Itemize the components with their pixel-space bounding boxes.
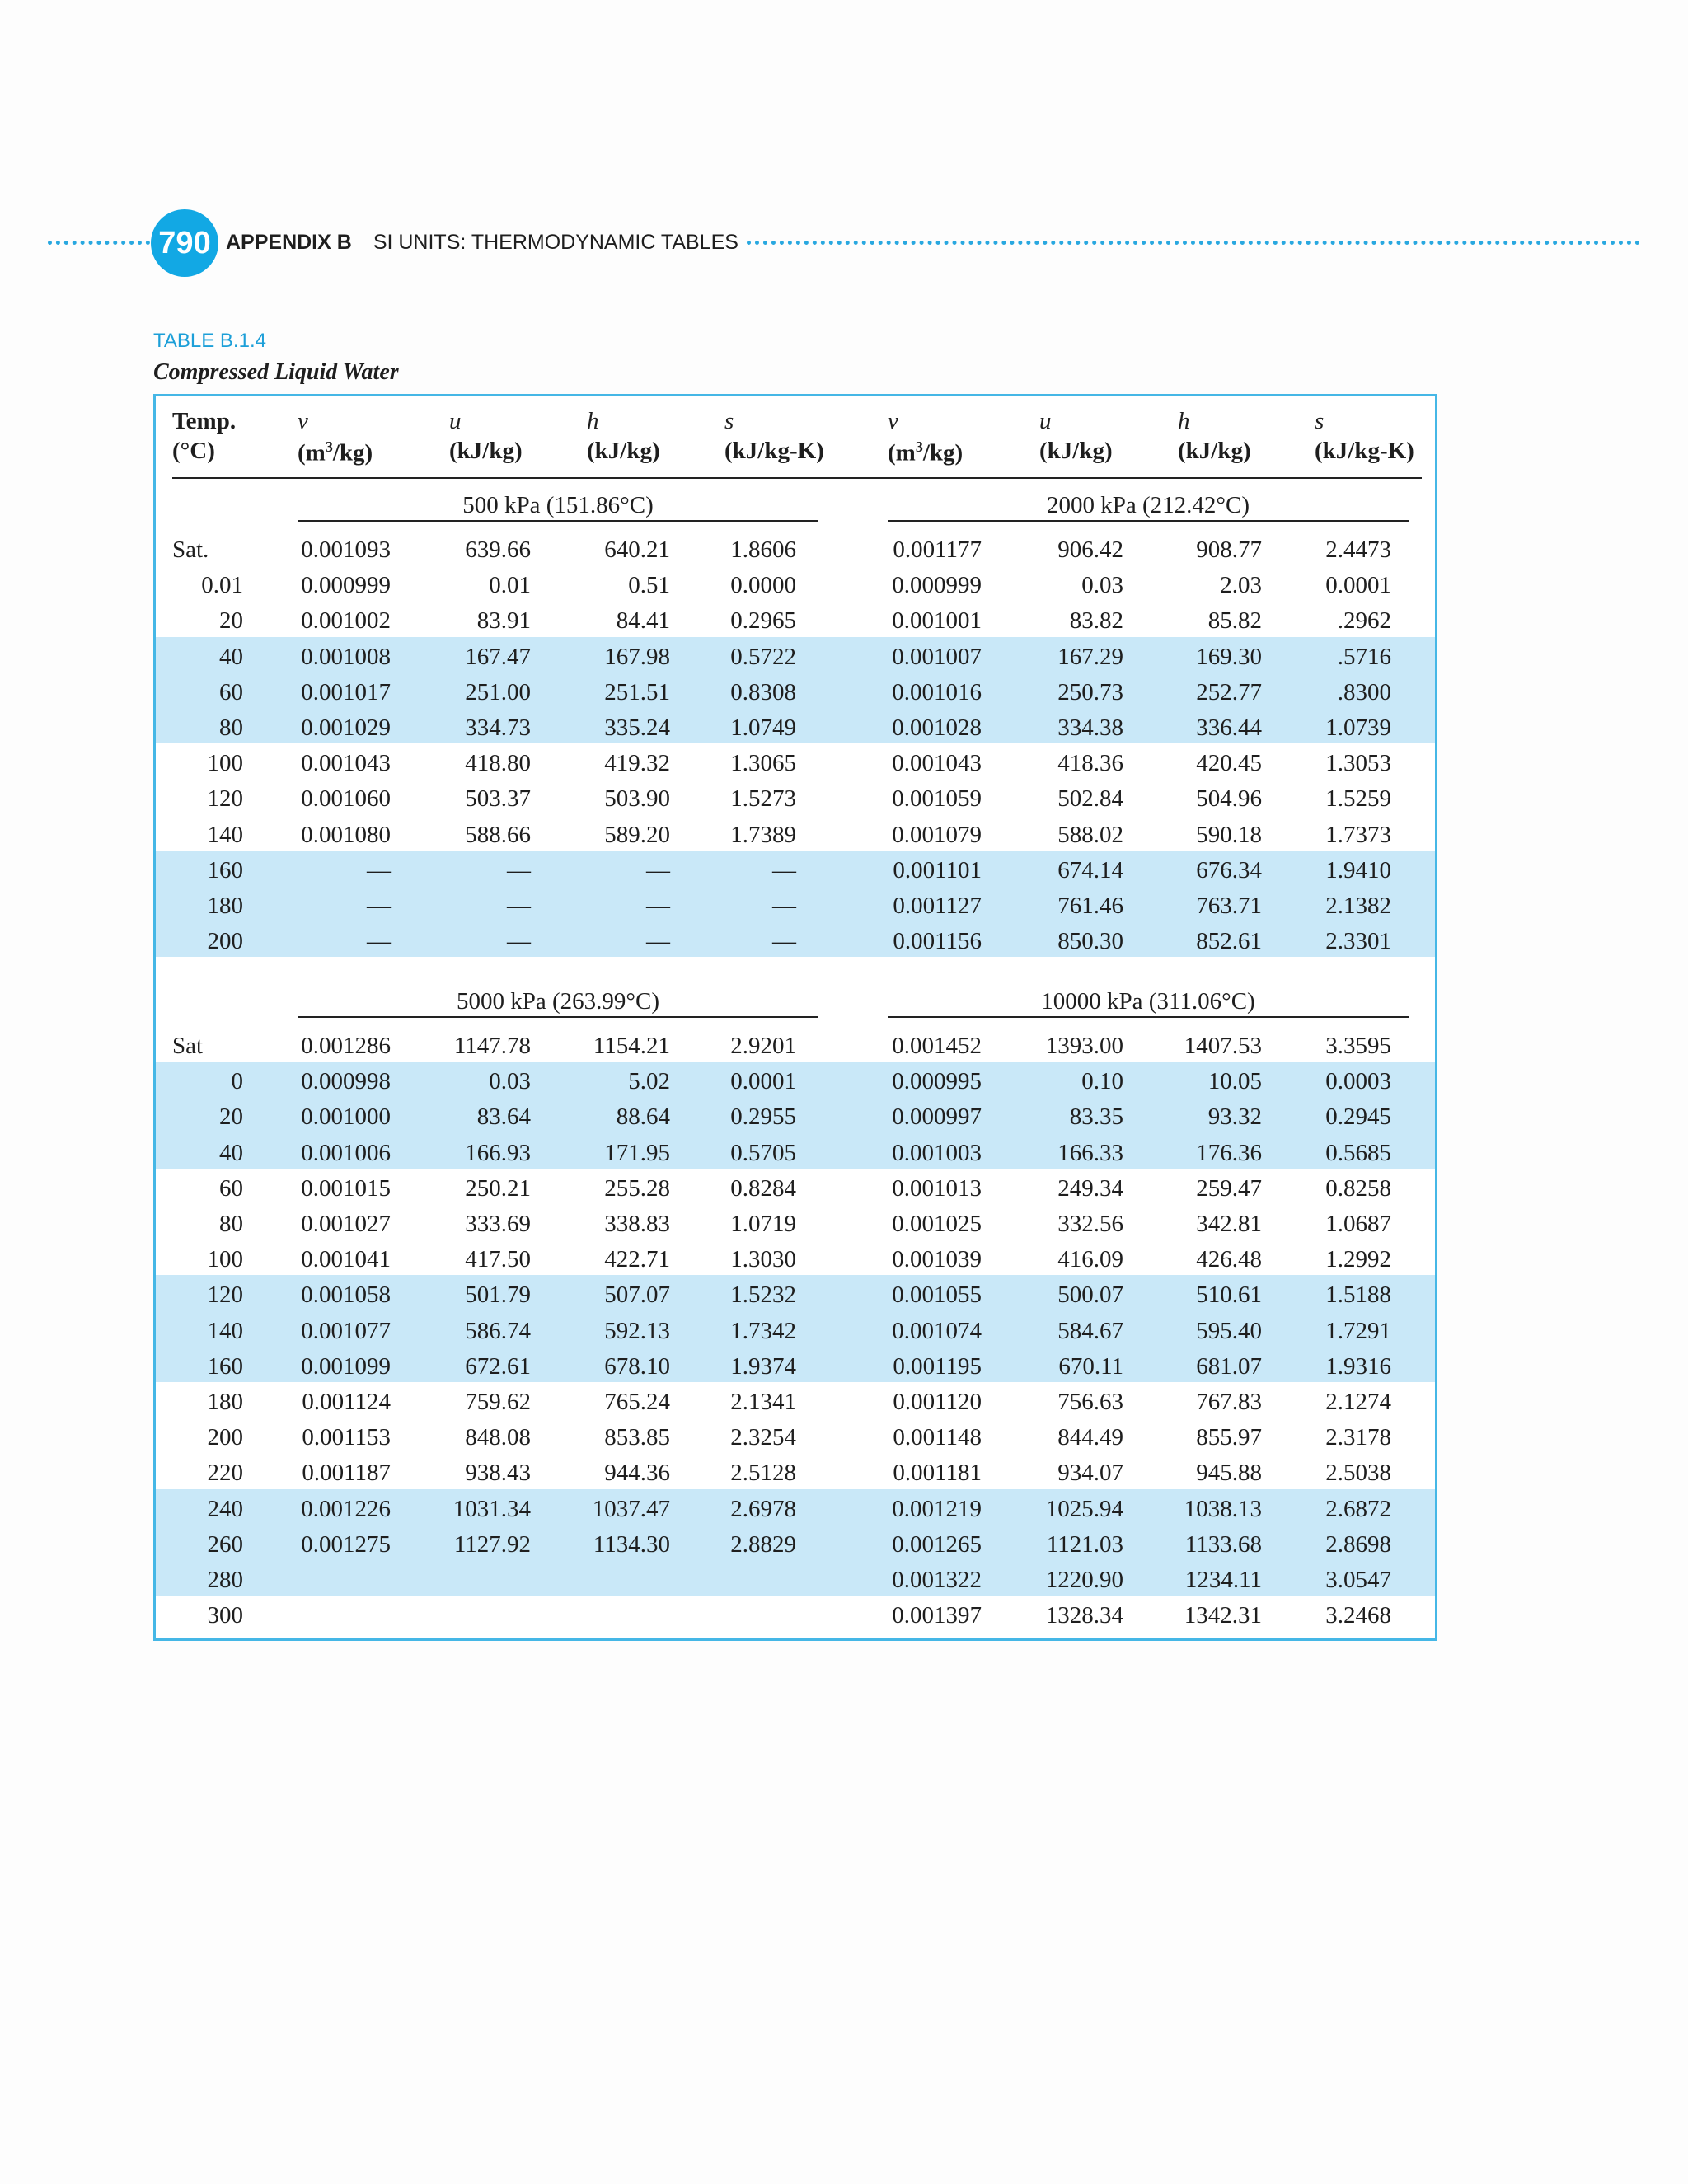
value-cell: 844.49 [1057, 1424, 1123, 1451]
value-cell: 0.001127 [893, 893, 982, 919]
value-cell: 0.001027 [301, 1211, 391, 1237]
value-cell: 0.001041 [301, 1246, 391, 1273]
value-cell: 3.2468 [1325, 1602, 1391, 1629]
value-cell: 2.4473 [1325, 537, 1391, 563]
value-cell: .5716 [1337, 643, 1391, 670]
value-cell: 672.61 [465, 1352, 531, 1380]
value-cell: 0.001079 [892, 821, 982, 848]
value-cell: 938.43 [465, 1460, 531, 1487]
value-cell: 1.0739 [1325, 715, 1391, 741]
value-cell: 0.001043 [892, 750, 982, 777]
value-cell: 1.9374 [730, 1352, 796, 1380]
value-cell: 2.8829 [730, 1530, 796, 1558]
value-cell: 674.14 [1057, 856, 1123, 883]
value-cell: 166.93 [465, 1139, 531, 1166]
value-cell: 1234.11 [1184, 1567, 1262, 1593]
col-header-s-left: s [724, 408, 734, 434]
value-cell: 1154.21 [593, 1033, 670, 1059]
value-cell: 0.001007 [892, 643, 982, 670]
value-cell: 2.1341 [730, 1389, 796, 1415]
col-unit-u-right: (kJ/kg) [1039, 438, 1113, 464]
value-cell: 0.001058 [301, 1282, 391, 1309]
value-cell: 342.81 [1196, 1211, 1262, 1237]
col-header-temp: Temp. [172, 408, 237, 434]
value-cell: 0.03 [489, 1068, 531, 1095]
value-cell: — [507, 893, 531, 919]
value-cell: 850.30 [1057, 928, 1123, 955]
value-cell: 0.51 [628, 572, 670, 599]
value-cell: 1.2992 [1325, 1246, 1391, 1273]
value-cell: 251.51 [604, 678, 670, 705]
temp-cell: 180 [207, 1389, 243, 1415]
value-cell: 678.10 [604, 1352, 670, 1380]
value-cell: 2.6872 [1325, 1495, 1391, 1522]
value-cell: 0.001120 [893, 1389, 982, 1415]
value-cell: 0.001059 [892, 785, 982, 813]
value-cell: 944.36 [604, 1460, 670, 1487]
value-cell: 3.3595 [1325, 1033, 1391, 1059]
temp-cell: 200 [207, 928, 243, 955]
value-cell: 1.7342 [730, 1317, 796, 1344]
temp-cell: 20 [219, 1104, 243, 1131]
value-cell: 934.07 [1057, 1460, 1123, 1487]
value-cell: 336.44 [1196, 715, 1262, 741]
value-cell: — [367, 928, 391, 955]
value-cell: 759.62 [465, 1389, 531, 1415]
temp-cell: 300 [207, 1602, 243, 1629]
value-cell: 507.07 [604, 1282, 670, 1309]
value-cell: .8300 [1337, 678, 1391, 705]
value-cell: 0.5705 [730, 1139, 796, 1166]
value-cell: 171.95 [604, 1139, 670, 1166]
value-cell: 167.47 [465, 643, 531, 670]
value-cell: 1.0687 [1325, 1211, 1391, 1237]
value-cell: 1328.34 [1045, 1602, 1123, 1629]
value-cell: 0.001226 [301, 1495, 391, 1522]
value-cell: 1031.34 [452, 1495, 531, 1522]
value-cell: 0.001322 [892, 1567, 982, 1593]
value-cell: 681.07 [1196, 1352, 1262, 1380]
value-cell: 0.0001 [730, 1068, 796, 1095]
temp-cell: 140 [207, 821, 243, 848]
block1-left-pressure-title: 500 kPa (151.86°C) [462, 492, 654, 518]
value-cell: 592.13 [604, 1317, 670, 1344]
value-cell: 0.8308 [730, 678, 796, 705]
value-cell: 2.03 [1220, 572, 1262, 599]
value-cell: 0.2965 [730, 607, 796, 635]
value-cell: 169.30 [1196, 643, 1262, 670]
value-cell: 1342.31 [1184, 1602, 1262, 1629]
value-cell: 93.32 [1207, 1104, 1262, 1131]
value-cell: 670.11 [1058, 1352, 1123, 1380]
value-cell: 1.0749 [730, 715, 796, 741]
temp-cell: 200 [207, 1424, 243, 1451]
value-cell: 3.0547 [1325, 1567, 1391, 1593]
value-cell: 852.61 [1196, 928, 1262, 955]
value-cell: 418.36 [1057, 750, 1123, 777]
value-cell: 0.001039 [892, 1246, 982, 1273]
value-cell: 2.9201 [730, 1033, 796, 1059]
value-cell: 0.001002 [301, 607, 391, 635]
value-cell: 1.7291 [1325, 1317, 1391, 1344]
value-cell: 853.85 [604, 1424, 670, 1451]
value-cell: 420.45 [1196, 750, 1262, 777]
value-cell: 0.001265 [892, 1530, 982, 1558]
col-header-u-right: u [1039, 408, 1052, 434]
value-cell: 0.03 [1081, 572, 1123, 599]
temp-cell: 180 [207, 893, 243, 919]
block2-pressure-rule-right [888, 1016, 1409, 1018]
value-cell: 0.000997 [892, 1104, 982, 1131]
value-cell: 763.71 [1196, 893, 1262, 919]
value-cell: 1037.47 [592, 1495, 670, 1522]
value-cell: 1.7389 [730, 821, 796, 848]
value-cell: 0.000999 [301, 572, 391, 599]
value-cell: — [367, 893, 391, 919]
table-label: TABLE B.1.4 [153, 330, 266, 352]
value-cell: 83.35 [1069, 1104, 1123, 1131]
value-cell: 1134.30 [593, 1530, 670, 1558]
value-cell: 0.001397 [892, 1602, 982, 1629]
temp-cell: 120 [207, 785, 243, 813]
value-cell: 2.5128 [730, 1460, 796, 1487]
temp-cell: 100 [207, 750, 243, 777]
value-cell: 84.41 [616, 607, 670, 635]
value-cell: 0.001181 [893, 1460, 982, 1487]
value-cell: 1.3053 [1325, 750, 1391, 777]
value-cell: 584.67 [1057, 1317, 1123, 1344]
value-cell: 1.5232 [730, 1282, 796, 1309]
block2-pressure-rule-left [298, 1016, 818, 1018]
value-cell: — [646, 856, 670, 883]
block1-pressure-rule-right [888, 520, 1409, 522]
value-cell: 2.3301 [1325, 928, 1391, 955]
value-cell: 333.69 [465, 1211, 531, 1237]
value-cell: .2962 [1337, 607, 1391, 635]
value-cell: 0.001001 [892, 607, 982, 635]
value-cell: 0.001003 [892, 1139, 982, 1166]
value-cell: 0.000995 [892, 1068, 982, 1095]
temp-cell: 80 [219, 1211, 243, 1237]
value-cell: 0.001156 [893, 928, 982, 955]
value-cell: 0.001286 [301, 1033, 391, 1059]
value-cell: 0.8258 [1325, 1174, 1391, 1202]
value-cell: 2.3178 [1325, 1424, 1391, 1451]
value-cell: 418.80 [465, 750, 531, 777]
value-cell: 510.61 [1196, 1282, 1262, 1309]
value-cell: 0.001074 [892, 1317, 982, 1344]
value-cell: 2.1382 [1325, 893, 1391, 919]
temp-cell: 160 [207, 856, 243, 883]
col-unit-h-right: (kJ/kg) [1178, 438, 1251, 464]
value-cell: 0.001008 [301, 643, 391, 670]
value-cell: 0.001028 [892, 715, 982, 741]
value-cell: 0.001013 [892, 1174, 982, 1202]
value-cell: 0.001077 [301, 1317, 391, 1344]
running-head [226, 231, 738, 255]
col-unit-h-left: (kJ/kg) [587, 438, 660, 464]
value-cell: 332.56 [1057, 1211, 1123, 1237]
value-cell: 1407.53 [1184, 1033, 1262, 1059]
value-cell: 848.08 [465, 1424, 531, 1451]
value-cell: 2.1274 [1325, 1389, 1391, 1415]
value-cell: 85.82 [1207, 607, 1262, 635]
value-cell: 1.8606 [730, 537, 796, 563]
page-number-badge: 790 [151, 209, 218, 277]
value-cell: 0.001099 [301, 1352, 391, 1380]
value-cell: 1133.68 [1184, 1530, 1262, 1558]
value-cell: 1.5273 [730, 785, 796, 813]
value-cell: 0.001153 [302, 1424, 391, 1451]
value-cell: — [646, 928, 670, 955]
value-cell: 416.09 [1057, 1246, 1123, 1273]
value-cell: 500.07 [1057, 1282, 1123, 1309]
value-cell: 0.001000 [301, 1104, 391, 1131]
value-cell: 417.50 [465, 1246, 531, 1273]
value-cell: — [772, 928, 796, 955]
value-cell: 502.84 [1057, 785, 1123, 813]
value-cell: 250.21 [465, 1174, 531, 1202]
value-cell: 426.48 [1196, 1246, 1262, 1273]
value-cell: 1.5259 [1325, 785, 1391, 813]
value-cell: 176.36 [1196, 1139, 1262, 1166]
value-cell: 1.9410 [1325, 856, 1391, 883]
temp-cell: 240 [207, 1495, 243, 1522]
value-cell: 0.001043 [301, 750, 391, 777]
value-cell: 501.79 [465, 1282, 531, 1309]
col-unit-v-right: $(m^3/kg)$ [888, 438, 964, 466]
temp-cell: Sat. [172, 537, 209, 563]
temp-cell: 40 [219, 1139, 243, 1166]
value-cell: 1038.13 [1184, 1495, 1262, 1522]
value-cell: 0.000999 [892, 572, 982, 599]
block1-right-pressure-title: 2000 kPa (212.42°C) [1046, 492, 1250, 518]
value-cell: 0.2955 [730, 1104, 796, 1131]
value-cell: 251.00 [465, 678, 531, 705]
value-cell: 640.21 [604, 537, 670, 563]
running-head-dots-right [747, 241, 1640, 245]
value-cell: 1127.92 [453, 1530, 531, 1558]
value-cell: 5.02 [628, 1068, 670, 1095]
temp-cell: 280 [207, 1567, 243, 1593]
value-cell: 0.000998 [301, 1068, 391, 1095]
value-cell: 0.001016 [892, 678, 982, 705]
value-cell: 504.96 [1196, 785, 1262, 813]
temp-cell: 60 [219, 678, 243, 705]
value-cell: 1393.00 [1045, 1033, 1123, 1059]
value-cell: 0.001093 [301, 537, 391, 563]
value-cell: 0.5722 [730, 643, 796, 670]
value-cell: 1220.90 [1045, 1567, 1123, 1593]
value-cell: 252.77 [1196, 678, 1262, 705]
temp-cell: Sat [172, 1033, 204, 1059]
value-cell: 767.83 [1196, 1389, 1262, 1415]
appendix-label: APPENDIX B [226, 231, 352, 254]
value-cell: 250.73 [1057, 678, 1123, 705]
value-cell: — [772, 893, 796, 919]
value-cell: — [367, 856, 391, 883]
temp-cell: 220 [207, 1460, 243, 1487]
value-cell: 1.3030 [730, 1246, 796, 1273]
value-cell: 0.001124 [302, 1389, 391, 1415]
value-cell: — [772, 856, 796, 883]
value-cell: 167.29 [1057, 643, 1123, 670]
block1-pressure-rule-left [298, 520, 818, 522]
value-cell: 249.34 [1057, 1174, 1123, 1202]
value-cell: 0.0000 [730, 572, 796, 599]
value-cell: 167.98 [604, 643, 670, 670]
value-cell: 765.24 [604, 1389, 670, 1415]
value-cell: 419.32 [604, 750, 670, 777]
value-cell: 422.71 [604, 1246, 670, 1273]
col-header-h-right: h [1178, 408, 1190, 434]
value-cell: 0.001060 [301, 785, 391, 813]
value-cell: 1121.03 [1046, 1530, 1123, 1558]
value-cell: 88.64 [616, 1104, 670, 1131]
value-cell: 756.63 [1057, 1389, 1123, 1415]
value-cell: 338.83 [604, 1211, 670, 1237]
value-cell: 595.40 [1196, 1317, 1262, 1344]
value-cell: 855.97 [1196, 1424, 1262, 1451]
value-cell: 0.10 [1081, 1068, 1123, 1095]
value-cell: 761.46 [1057, 893, 1123, 919]
value-cell: 639.66 [465, 537, 531, 563]
value-cell: 0.001029 [301, 715, 391, 741]
temp-cell: 120 [207, 1282, 243, 1309]
value-cell: 1.9316 [1325, 1352, 1391, 1380]
block2-right-pressure-title: 10000 kPa (311.06°C) [1041, 988, 1255, 1015]
value-cell: 906.42 [1057, 537, 1123, 563]
col-unit-u-left: (kJ/kg) [449, 438, 523, 464]
value-cell: 2.5038 [1325, 1460, 1391, 1487]
value-cell: 10.05 [1207, 1068, 1262, 1095]
col-unit-s-right: (kJ/kg-K) [1315, 438, 1414, 464]
value-cell: 83.82 [1069, 607, 1123, 635]
value-cell: 0.001080 [301, 821, 391, 848]
temp-cell: 0.01 [201, 572, 243, 599]
value-cell: 0.0003 [1325, 1068, 1391, 1095]
value-cell: 0.2945 [1325, 1104, 1391, 1131]
value-cell: 590.18 [1196, 821, 1262, 848]
value-cell: 908.77 [1196, 537, 1262, 563]
temp-cell: 0 [231, 1068, 243, 1095]
value-cell: 0.01 [489, 572, 531, 599]
col-header-v-left: v [298, 408, 308, 434]
value-cell: 0.001006 [301, 1139, 391, 1166]
value-cell: 2.8698 [1325, 1530, 1391, 1558]
col-header-h-left: h [587, 408, 599, 434]
value-cell: 255.28 [604, 1174, 670, 1202]
value-cell: 945.88 [1196, 1460, 1262, 1487]
value-cell: 0.8284 [730, 1174, 796, 1202]
temp-cell: 160 [207, 1352, 243, 1380]
value-cell: 0.001055 [892, 1282, 982, 1309]
running-head-dots-left [48, 241, 150, 245]
value-cell: 259.47 [1196, 1174, 1262, 1202]
col-unit-v-left: $(m^3/kg)$ [298, 438, 373, 466]
col-header-s-right: s [1315, 408, 1325, 434]
header-rule [172, 477, 1422, 479]
temp-cell: 40 [219, 643, 243, 670]
value-cell: 676.34 [1196, 856, 1262, 883]
value-cell: 503.37 [465, 785, 531, 813]
value-cell: 0.001219 [892, 1495, 982, 1522]
value-cell: 586.74 [465, 1317, 531, 1344]
value-cell: 0.001177 [893, 537, 982, 563]
value-cell: 588.02 [1057, 821, 1123, 848]
value-cell: 1.5188 [1325, 1282, 1391, 1309]
value-cell: 83.64 [476, 1104, 531, 1131]
value-cell: 335.24 [604, 715, 670, 741]
value-cell: 0.001025 [892, 1211, 982, 1237]
value-cell: 1.7373 [1325, 821, 1391, 848]
temp-cell: 60 [219, 1174, 243, 1202]
value-cell: — [646, 893, 670, 919]
table-title: Compressed Liquid Water [153, 359, 399, 385]
value-cell: 334.73 [465, 715, 531, 741]
col-header-v-right: v [888, 408, 898, 434]
value-cell: — [507, 856, 531, 883]
value-cell: 2.3254 [730, 1424, 796, 1451]
temp-cell: 100 [207, 1246, 243, 1273]
value-cell: 0.001452 [892, 1033, 982, 1059]
value-cell: 166.33 [1057, 1139, 1123, 1166]
value-cell: 2.6978 [730, 1495, 796, 1522]
value-cell: — [507, 928, 531, 955]
value-cell: 0.001101 [893, 856, 982, 883]
value-cell: 1025.94 [1045, 1495, 1123, 1522]
value-cell: 503.90 [604, 785, 670, 813]
value-cell: 334.38 [1057, 715, 1123, 741]
table-frame [153, 394, 1437, 1641]
value-cell: 0.5685 [1325, 1139, 1391, 1166]
col-header-u-left: u [449, 408, 462, 434]
value-cell: 0.001015 [301, 1174, 391, 1202]
value-cell: 83.91 [476, 607, 531, 635]
temp-cell: 140 [207, 1317, 243, 1344]
value-cell: 1147.78 [453, 1033, 531, 1059]
col-unit-s-left: (kJ/kg-K) [724, 438, 824, 464]
value-cell: 589.20 [604, 821, 670, 848]
col-unit-temp: (°C) [172, 438, 215, 464]
value-cell: 0.001187 [302, 1460, 391, 1487]
value-cell: 0.001195 [893, 1352, 982, 1380]
value-cell: 1.3065 [730, 750, 796, 777]
block2-left-pressure-title: 5000 kPa (263.99°C) [456, 988, 659, 1015]
temp-cell: 260 [207, 1530, 243, 1558]
value-cell: 0.001275 [301, 1530, 391, 1558]
temp-cell: 80 [219, 715, 243, 741]
value-cell: 0.001017 [301, 678, 391, 705]
appendix-title: SI UNITS: THERMODYNAMIC TABLES [373, 231, 738, 254]
temp-cell: 20 [219, 607, 243, 635]
value-cell: 588.66 [465, 821, 531, 848]
value-cell: 0.0001 [1325, 572, 1391, 599]
value-cell: 0.001148 [893, 1424, 982, 1451]
value-cell: 1.0719 [730, 1211, 796, 1237]
